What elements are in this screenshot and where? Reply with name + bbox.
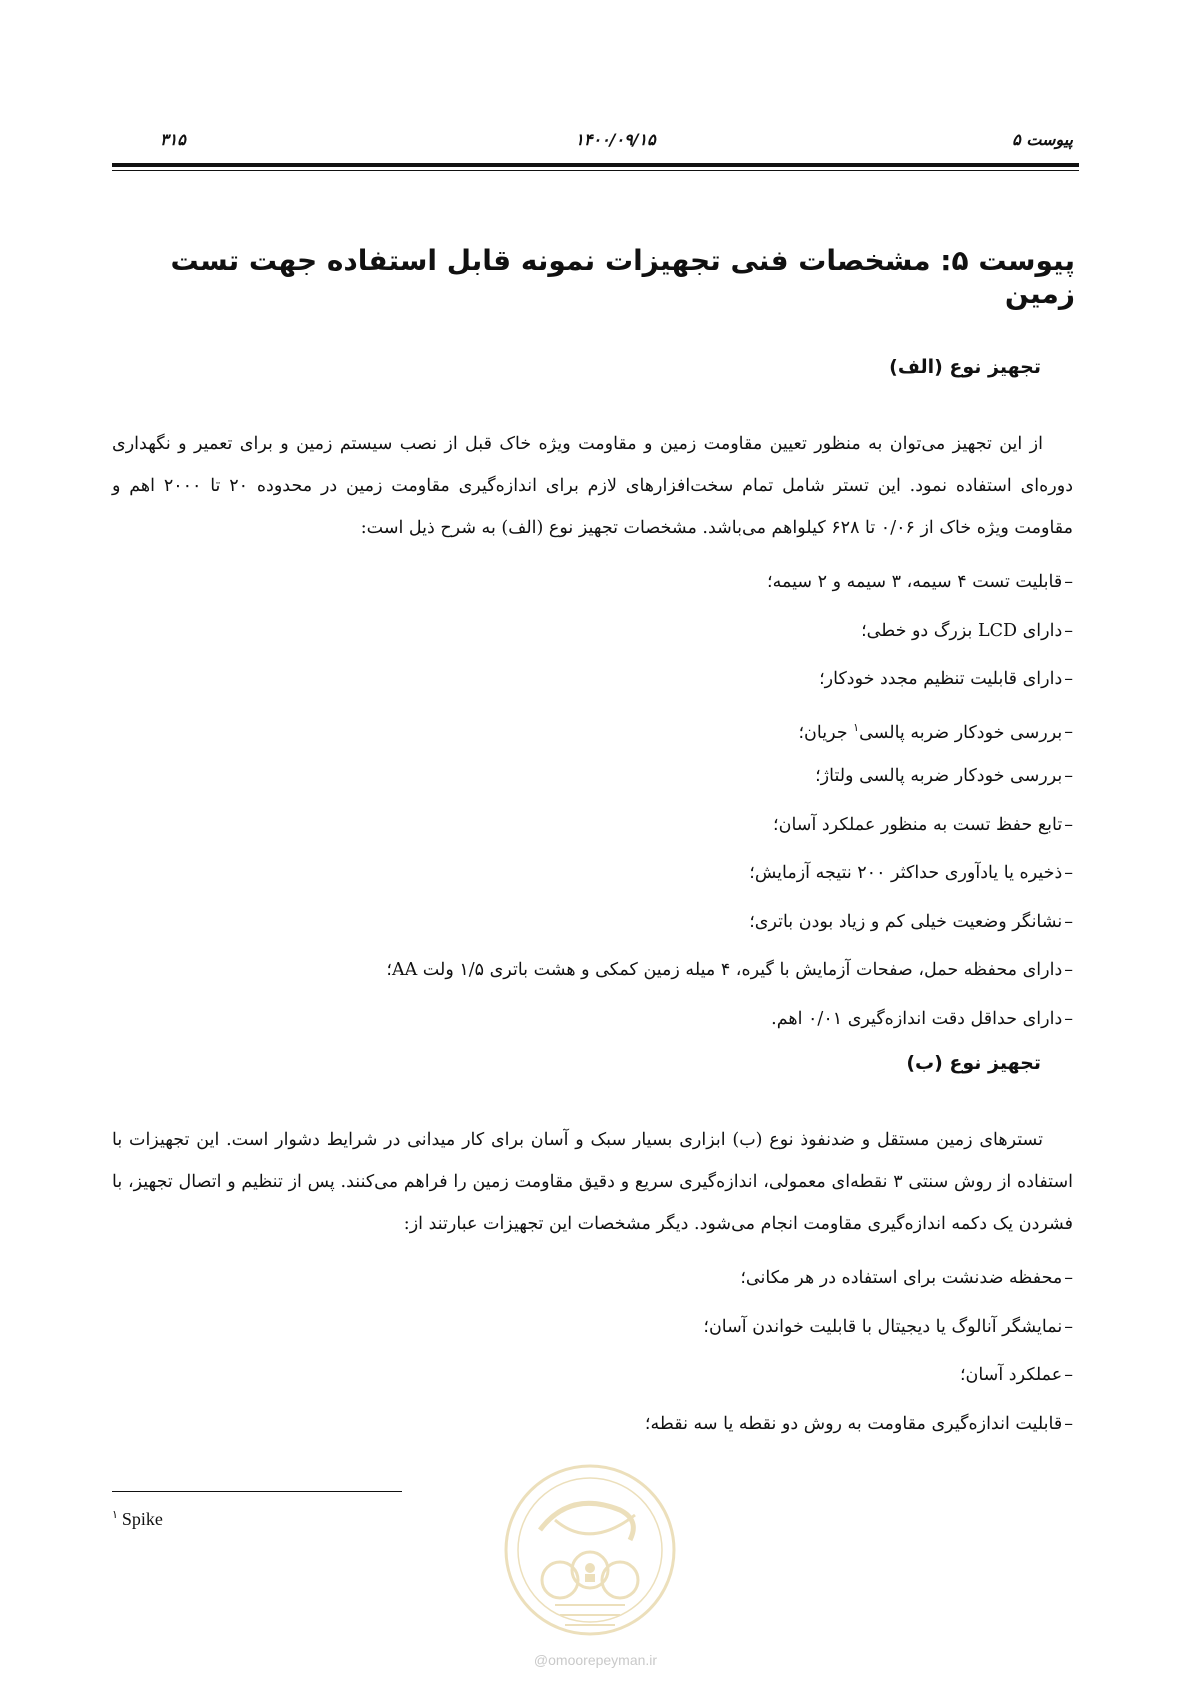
list-item: –دارای محفظه حمل، صفحات آزمایش با گیره، ۴ میله زمین کمکی و هشت باتری ۱/۵ ولت AA؛ <box>386 960 1073 980</box>
header-page-number: ۳۱۵ <box>160 130 186 149</box>
seal-logo-icon <box>500 1460 680 1640</box>
list-item: –نمایشگر آنالوگ یا دیجیتال با قابلیت خواندن آسان؛ <box>703 1316 1073 1337</box>
header-rule-thin <box>112 170 1079 171</box>
page-title: پیوست ۵: مشخصات فنی تجهیزات نمونه قابل استفاده جهت تست زمین <box>170 244 1075 310</box>
list-item: –تابع حفظ تست به منظور عملکرد آسان؛ <box>773 814 1073 835</box>
list-item: –دارای قابلیت تنظیم مجدد خودکار؛ <box>819 669 1073 689</box>
list-item: –ذخیره یا یادآوری حداکثر ۲۰۰ نتیجه آزمایش؛ <box>749 863 1073 883</box>
list-item: –بررسی خودکار ضربه پالسی ولتاژ؛ <box>815 766 1073 786</box>
site-watermark: @omoorepeyman.ir <box>533 1652 658 1668</box>
paragraph-text: از این تجهیز می‌توان به منظور تعیین مقاومت زمین و مقاومت ویژه خاک قبل از نصب سیستم زمین و برای تعمیر و نگهداری دوره‌ای استفاده نمود. این تستر شامل تمام سخت‌افزارهای لازم برای اندازه‌گیری مقاومت زمین در محدوده ۲۰ تا ۲۰۰۰ اهم و مقاومت ویژه خاک از ۰/۰۶ تا ۶۲۸ کیلواهم می‌باشد. مشخصات تجهیز نوع (الف) به شرح ذیل است: <box>112 434 1073 538</box>
spec-list-alef <box>386 562 1073 1047</box>
spec-list-be <box>645 1258 1073 1452</box>
footnote <box>112 1508 163 1530</box>
section-paragraph-be <box>112 1119 1073 1245</box>
footnote-text: Spike <box>121 1509 163 1529</box>
list-item: –دارای LCD بزرگ دو خطی؛ <box>861 620 1073 641</box>
footnote-rule <box>112 1491 402 1492</box>
list-item: –عملکرد آسان؛ <box>959 1365 1073 1385</box>
list-item: –قابلیت اندازه‌گیری مقاومت به روش دو نقطه یا سه نقطه؛ <box>644 1413 1073 1434</box>
list-item: –محفظه ضدنشت برای استفاده در هر مکانی؛ <box>740 1268 1073 1288</box>
footnote-reference[interactable]: ۱ <box>853 720 860 734</box>
list-item: –بررسی خودکار ضربه پالسی$^۱$ جریان؛ <box>798 720 1073 743</box>
list-item: –قابلیت تست ۴ سیمه، ۳ سیمه و ۲ سیمه؛ <box>767 572 1073 592</box>
section-heading-be: تجهیز نوع (ب) <box>906 1052 1041 1074</box>
list-item: –نشانگر وضعیت خیلی کم و زیاد بودن باتری؛ <box>749 911 1073 932</box>
header-rule-thick <box>112 163 1079 167</box>
header-date: ۱۴۰۰/۰۹/۱۵ <box>575 130 656 149</box>
header-section-label: پیوست ۵ <box>1012 130 1073 149</box>
list-item: –دارای حداقل دقت اندازه‌گیری ۰/۰۱ اهم. <box>771 1008 1073 1029</box>
footnote-number: ۱ <box>112 1509 118 1521</box>
section-heading-alef: تجهیز نوع (الف) <box>889 356 1041 378</box>
section-paragraph-alef <box>112 423 1073 549</box>
paragraph-text: تسترهای زمین مستقل و ضدنفوذ نوع (ب) ابزاری بسیار سبک و آسان برای کار میدانی در شرایط دشوار است. این تجهیزات با استفاده از روش سنتی ۳ نقطه‌ای معمولی، اندازه‌گیری سریع و دقیق مقاومت زمین را فراهم می‌کنند. پس از تنظیم و اتصال تجهیز، با فشردن یک دکمه اندازه‌گیری مقاومت انجام می‌شود. دیگر مشخصات این تجهیزات عبارتند از: <box>112 1130 1073 1234</box>
